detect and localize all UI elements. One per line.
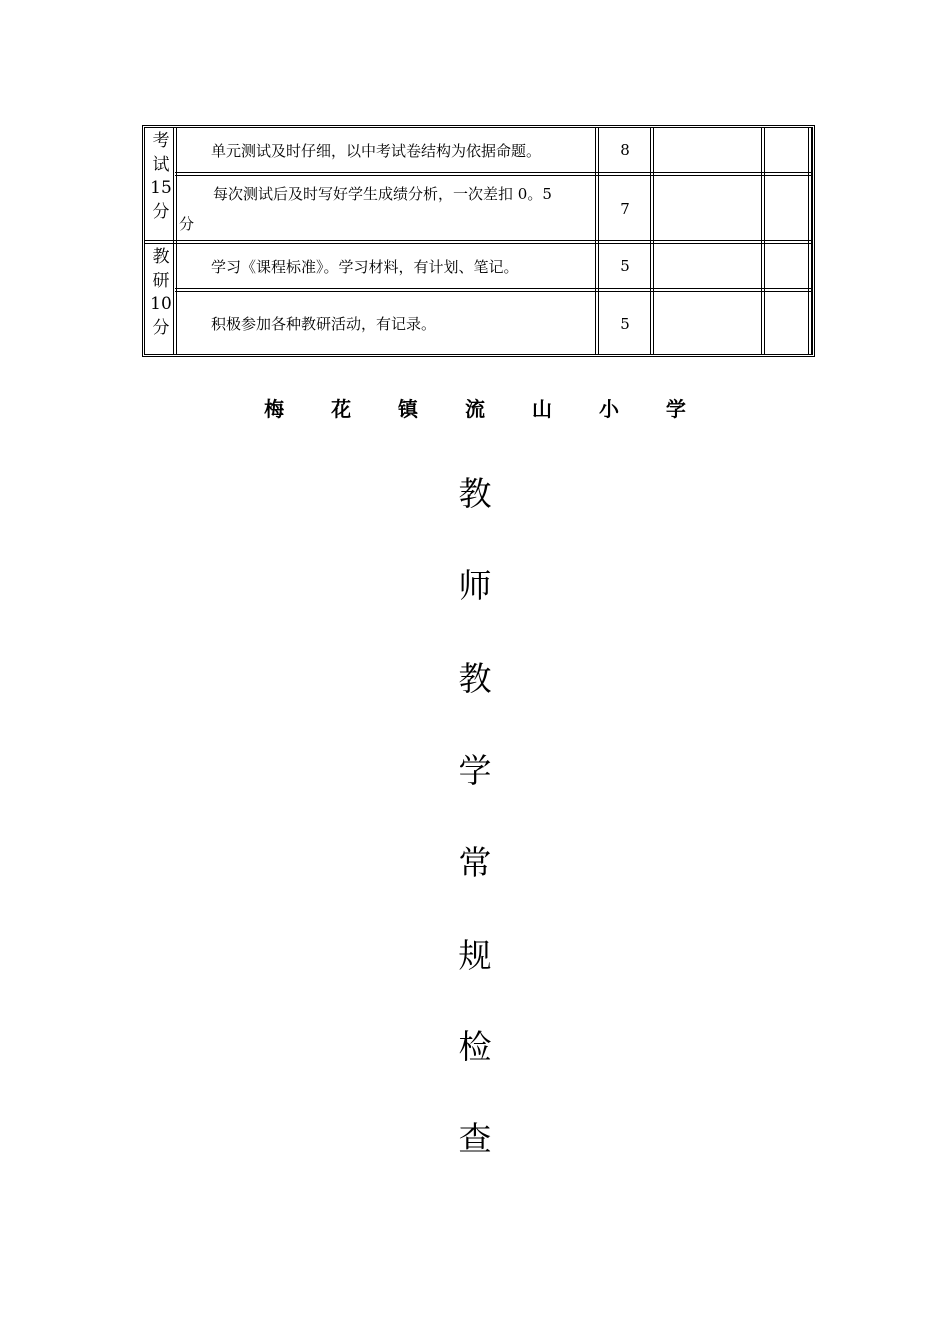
row-score: 8 (620, 141, 630, 159)
row-description: 单元测试及时仔细，以中考试卷结构为依据命题。 (211, 142, 542, 160)
row-description-wrap: 分 (179, 215, 195, 233)
category-label: 考 (152, 131, 170, 151)
school-name-char: 学 (665, 397, 686, 421)
category-label: 分 (152, 317, 170, 338)
title-char: 教 (458, 474, 492, 513)
category-label: 15 (150, 178, 172, 198)
category-label: 分 (152, 201, 170, 222)
row-description: 积极参加各种教研活动，有记录。 (211, 315, 437, 333)
category-cell (145, 130, 177, 224)
school-name-char: 流 (465, 397, 485, 421)
school-name-char: 小 (598, 397, 619, 421)
school-name-char: 山 (531, 397, 552, 421)
row-score: 7 (620, 200, 630, 218)
table-divider (145, 240, 812, 244)
title-char: 检 (458, 1027, 492, 1066)
category-label: 教 (152, 247, 170, 267)
row-score: 5 (620, 315, 630, 333)
category-cell (145, 246, 177, 340)
row-score: 5 (620, 257, 630, 275)
title-char: 教 (458, 659, 492, 698)
category-label: 研 (152, 270, 170, 291)
title-char: 查 (458, 1119, 492, 1158)
table-divider (175, 288, 812, 292)
row-description: 每次测试后及时写好学生成绩分析，一次差扣 0。5 (213, 185, 552, 203)
table-divider (175, 172, 812, 176)
category-label: 10 (150, 294, 172, 314)
title-char: 常 (458, 843, 492, 882)
title-char: 规 (458, 936, 492, 975)
school-name-char: 镇 (398, 397, 419, 421)
title-char: 师 (458, 566, 492, 605)
school-name-char: 梅 (264, 397, 285, 421)
title-char: 学 (458, 751, 492, 790)
school-name-char: 花 (331, 397, 352, 421)
school-name (0, 393, 950, 422)
row-description: 学习《课程标准》。学习材料，有计划、笔记。 (211, 258, 519, 276)
inspection-table (142, 125, 815, 357)
category-label: 试 (152, 154, 170, 175)
